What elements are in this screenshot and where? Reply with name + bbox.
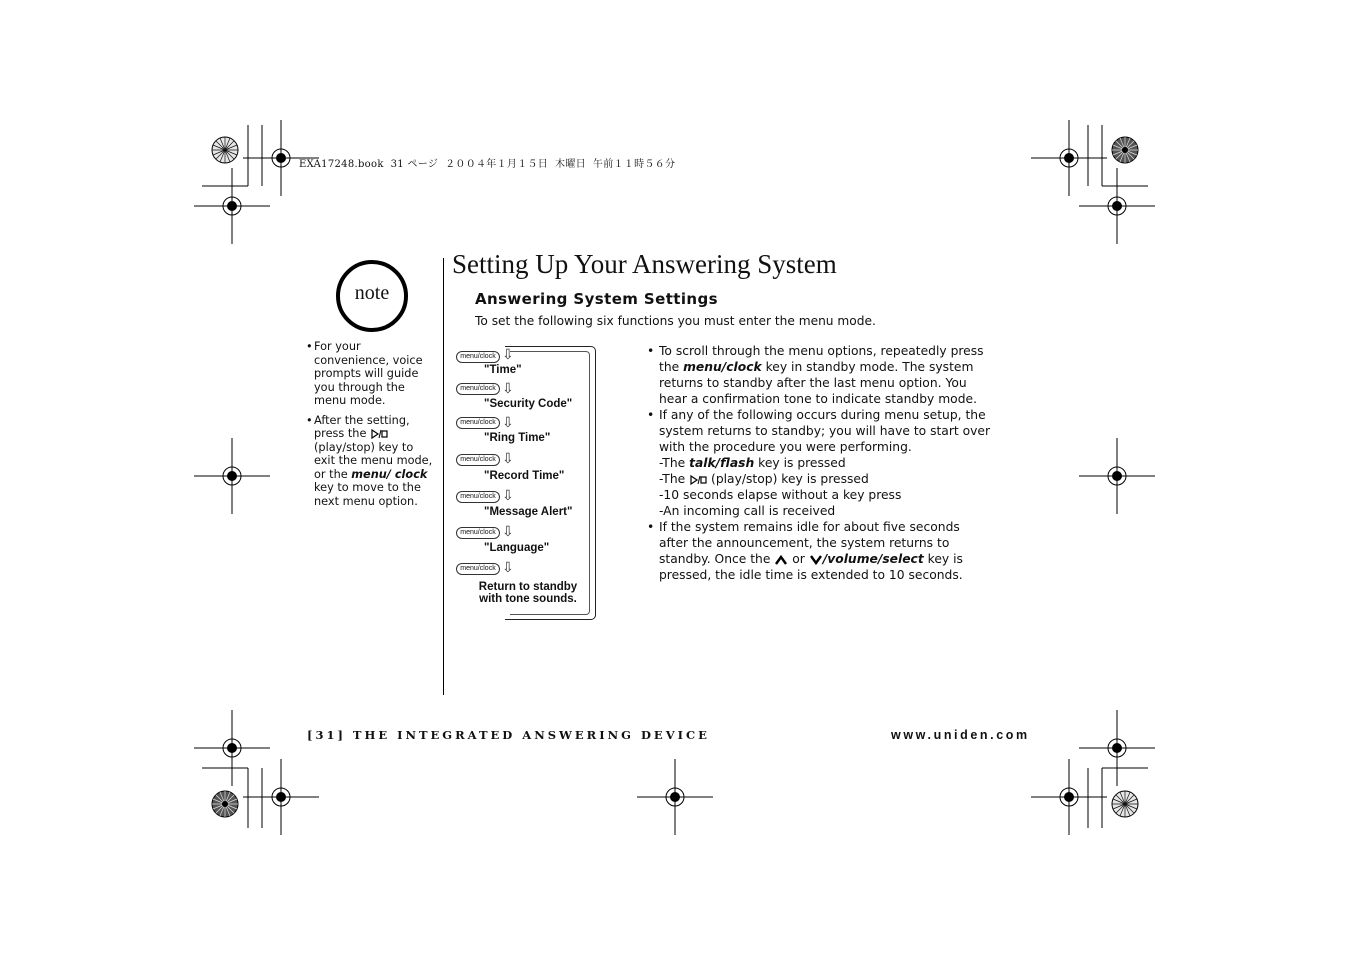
bullet-2-sub-1-post: key is pressed (758, 456, 846, 470)
bullet-2-sub-3: -10 seconds elapse without a key press (659, 488, 902, 502)
down-arrow-icon: ⇩ (502, 560, 514, 576)
flow-step: "Security Code" (484, 398, 573, 410)
footer-website: www.uniden.com (891, 728, 1030, 742)
down-arrow-icon: ⇩ (502, 488, 514, 504)
bullet-2-sub-1 (647, 455, 992, 471)
sidebar-note-2 (307, 414, 435, 509)
flow-step: "Language" (484, 542, 550, 554)
bullet-2-sub-2 (647, 471, 992, 487)
bullet-2-sub-2-post: (play/stop) key is pressed (711, 472, 869, 486)
sidebar-note-2-pre: After the setting, press the (314, 413, 410, 440)
bullet-3-pre: If the system remains idle for about five seconds after the announcement, the system returns to standby. Once the (659, 520, 960, 566)
menu-clock-key-icon: menu/clock (456, 454, 500, 466)
flow-final-step: Return to standby with tone sounds. (478, 581, 578, 605)
bullet-2-sub-1-key: talk/flash (689, 456, 755, 470)
bullet-1-key: menu/clock (683, 360, 762, 374)
page-title: Setting Up Your Answering System (452, 249, 837, 279)
flow-step: "Ring Time" (484, 432, 551, 444)
sidebar-note-2-mid: (play/stop) key to exit the menu mode, or the (314, 440, 433, 481)
bullet-1-post: key in standby mode. The system returns to standby after the last menu option. You hear a confirmation tone to indicate standby mode. (659, 360, 977, 406)
intro-text: To set the following six functions you must enter the menu mode. (475, 314, 876, 328)
note-label: note (354, 282, 390, 304)
bullet-3-post: key is pressed, the idle time is extended to 10 seconds. (659, 552, 963, 582)
bullet-menu-setup (647, 407, 992, 455)
menu-clock-key-icon: menu/clock (456, 527, 500, 539)
sidebar-note-2-post: key to move to the next menu option. (314, 481, 421, 508)
column-divider (443, 258, 444, 695)
sidebar-note-1 (307, 340, 435, 408)
flow-step: "Record Time" (484, 470, 565, 482)
footer-page-label: [31] THE INTEGRATED ANSWERING DEVICE (307, 728, 710, 742)
down-arrow-icon: ⇩ (502, 381, 514, 397)
play-stop-icon (370, 429, 388, 439)
play-stop-icon (689, 475, 707, 485)
up-caret-icon (774, 554, 788, 566)
sidebar-notes (307, 340, 435, 514)
flow-step: "Message Alert" (484, 506, 573, 518)
sidebar-note-2-key: menu/ clock (351, 467, 428, 481)
bullet-2-sub-2-pre: -The (659, 472, 686, 486)
menu-clock-key-icon: menu/clock (456, 563, 500, 575)
bullet-2-sub-4: -An incoming call is received (659, 504, 836, 518)
bullet-idle (647, 519, 992, 583)
instruction-bullets (647, 343, 992, 583)
sidebar-note-1-text: For your convenience, voice prompts will guide you through the menu mode. (314, 340, 423, 407)
down-arrow-icon: ⇩ (502, 451, 514, 467)
down-caret-icon (809, 554, 823, 566)
bullet-2-text: If any of the following occurs during menu setup, the system returns to standby; you will have to start over with the procedure you were performing. (659, 408, 991, 454)
bullet-3-or: or (792, 552, 805, 566)
flow-loop-bracket-inner (510, 351, 590, 615)
down-arrow-icon: ⇩ (502, 524, 514, 540)
menu-clock-key-icon: menu/clock (456, 351, 500, 363)
bullet-3-key: /volume/select (822, 552, 924, 566)
bullet-scroll (647, 343, 992, 407)
bullet-2-sub-1-pre: -The (659, 456, 686, 470)
bullet-1-pre: To scroll through the menu options, repeatedly press the (659, 344, 984, 374)
down-arrow-icon: ⇩ (502, 415, 514, 431)
menu-clock-key-icon: menu/clock (456, 383, 500, 395)
menu-clock-key-icon: menu/clock (456, 491, 500, 503)
flow-step: "Time" (484, 364, 522, 376)
down-arrow-icon: ⇩ (502, 347, 514, 363)
menu-clock-key-icon: menu/clock (456, 417, 500, 429)
section-subtitle: Answering System Settings (475, 290, 718, 308)
print-header-line: EXA17248.book 31 ページ ２００４年１月１５日 木曜日 午前１１時５６分 (299, 159, 676, 170)
